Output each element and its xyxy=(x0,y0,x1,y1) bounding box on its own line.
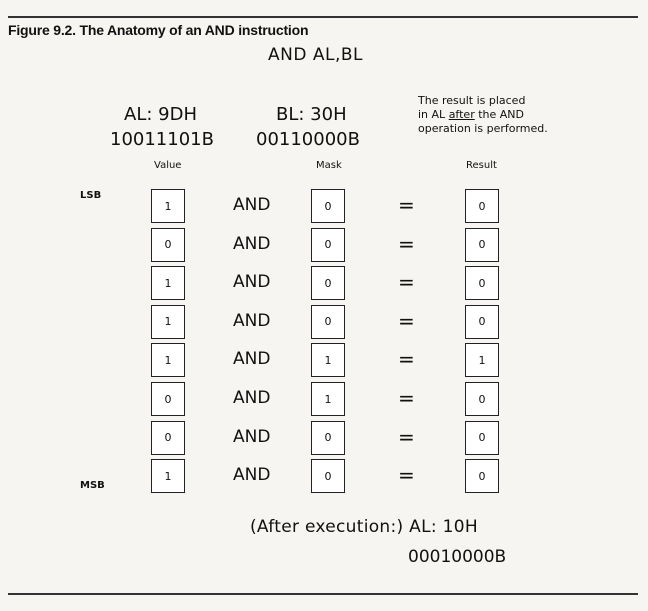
value-bit-box: 0 xyxy=(151,228,185,262)
value-bit-box: 1 xyxy=(151,459,185,493)
note-line-1: The result is placed xyxy=(418,94,526,107)
equals-sign: = xyxy=(398,231,415,256)
lsb-label: LSB xyxy=(80,190,102,201)
bl-binary: 00110000B xyxy=(256,129,360,150)
equals-sign: = xyxy=(398,347,415,372)
mask-bit-box: 1 xyxy=(311,343,345,377)
value-bit-box: 1 xyxy=(151,266,185,300)
result-bit-box: 0 xyxy=(465,459,499,493)
result-bit-box: 0 xyxy=(465,228,499,262)
mask-bit-box: 1 xyxy=(311,382,345,416)
value-bit-box: 1 xyxy=(151,305,185,339)
note-line-2-post: the AND xyxy=(474,108,524,121)
value-bit-box: 0 xyxy=(151,421,185,455)
instruction-label: AND AL,BL xyxy=(268,45,363,65)
note-line-3: operation is performed. xyxy=(418,122,548,135)
after-execution-label: (After execution:) AL: 10H xyxy=(250,517,478,537)
value-bit-box: 1 xyxy=(151,189,185,223)
after-execution-binary: 00010000B xyxy=(408,547,507,567)
result-bit-box: 0 xyxy=(465,421,499,455)
bottom-rule xyxy=(8,593,638,595)
result-bit-box: 1 xyxy=(465,343,499,377)
figure-title: Figure 9.2. The Anatomy of an AND instruction xyxy=(8,22,309,38)
result-bit-box: 0 xyxy=(465,266,499,300)
bl-register-label: BL: 30H xyxy=(276,104,347,125)
al-binary: 10011101B xyxy=(110,129,214,150)
result-bit-box: 0 xyxy=(465,305,499,339)
mask-bit-box: 0 xyxy=(311,266,345,300)
msb-label: MSB xyxy=(80,480,105,491)
mask-bit-box: 0 xyxy=(311,421,345,455)
result-bit-box: 0 xyxy=(465,382,499,416)
and-operator: AND xyxy=(233,465,271,486)
equals-sign: = xyxy=(398,193,415,217)
and-operator: AND xyxy=(233,310,271,331)
mask-bit-box: 0 xyxy=(311,189,345,223)
result-bit-box: 0 xyxy=(465,189,499,223)
note-underlined-after: after xyxy=(448,108,475,121)
and-operator: AND xyxy=(233,195,271,215)
equals-sign: = xyxy=(398,463,415,488)
equals-sign: = xyxy=(398,386,415,410)
equals-sign: = xyxy=(398,424,415,449)
equals-sign: = xyxy=(398,270,415,295)
result-note xyxy=(418,94,548,136)
and-operator: AND xyxy=(233,233,271,254)
mask-bit-box: 0 xyxy=(311,228,345,262)
result-column-header: Result xyxy=(466,160,497,171)
value-column-header: Value xyxy=(154,160,182,171)
top-rule xyxy=(8,16,638,18)
mask-column-header: Mask xyxy=(316,160,342,171)
and-operator: AND xyxy=(233,349,271,370)
equals-sign: = xyxy=(398,308,415,333)
mask-bit-box: 0 xyxy=(311,459,345,493)
value-bit-box: 0 xyxy=(151,382,185,416)
note-line-2 xyxy=(418,108,548,122)
al-register-label: AL: 9DH xyxy=(124,104,197,125)
note-line-2-pre: in AL xyxy=(418,108,449,121)
mask-bit-box: 0 xyxy=(311,305,345,339)
and-operator: AND xyxy=(233,272,271,293)
and-operator: AND xyxy=(233,388,271,408)
and-operator: AND xyxy=(233,426,271,447)
value-bit-box: 1 xyxy=(151,343,185,377)
